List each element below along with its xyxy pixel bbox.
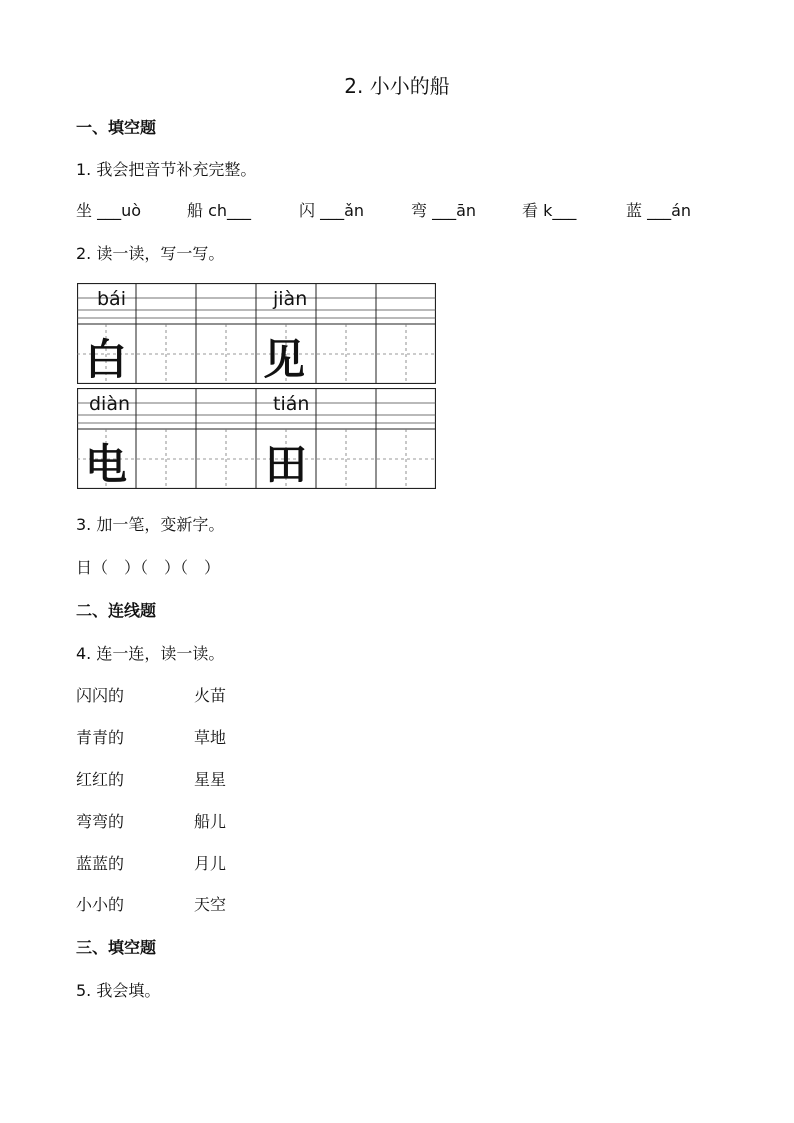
match-left-item[interactable]: 弯弯的 [76, 812, 125, 831]
syllable-item[interactable]: 弯 ___ān [411, 201, 477, 220]
model-character: 白 [85, 335, 128, 384]
match-left-item[interactable]: 小小的 [76, 895, 125, 914]
writing-grid-row-2 [77, 388, 436, 489]
syllable-item[interactable]: 闪 ___ǎn [299, 201, 365, 220]
model-character: 电 [85, 440, 128, 489]
question-1-prompt: 1. 我会把音节补充完整。 [76, 160, 257, 179]
add-stroke-answer-line[interactable]: 日（ ）（ ）（ ） [76, 558, 221, 577]
match-right-item[interactable]: 星星 [194, 770, 227, 789]
question-4-prompt: 4. 连一连，读一读。 [76, 644, 225, 663]
model-character: 田 [265, 440, 308, 489]
model-character: 见 [263, 335, 306, 384]
page-title: 2. 小小的船 [344, 74, 450, 98]
syllable-item[interactable]: 蓝 ___án [626, 201, 692, 220]
tian-grid-lines [77, 388, 436, 489]
section-heading-fill: 一、填空题 [76, 118, 157, 137]
match-left-item[interactable]: 青青的 [76, 728, 125, 747]
question-2-prompt: 2. 读一读，写一写。 [76, 244, 225, 263]
match-left-item[interactable]: 红红的 [76, 770, 125, 789]
pinyin-label: jiàn [273, 288, 308, 310]
match-left-item[interactable]: 蓝蓝的 [76, 854, 125, 873]
match-left-item[interactable]: 闪闪的 [76, 686, 125, 705]
section-heading-matching: 二、连线题 [76, 601, 157, 620]
syllable-fill-row [76, 198, 691, 221]
match-right-item[interactable]: 草地 [194, 728, 227, 747]
match-right-item[interactable]: 月儿 [194, 854, 227, 873]
match-right-item[interactable]: 天空 [194, 895, 227, 914]
pinyin-label: tián [273, 393, 310, 415]
syllable-item[interactable]: 坐 ___uò [76, 201, 142, 220]
question-5-prompt: 5. 我会填。 [76, 981, 161, 1000]
match-right-item[interactable]: 火苗 [194, 686, 227, 705]
section-heading-fill-2: 三、填空题 [76, 938, 157, 957]
syllable-item[interactable]: 看 k___ [522, 201, 577, 220]
pinyin-label: bái [97, 288, 126, 310]
syllable-item[interactable]: 船 ch___ [187, 201, 252, 220]
question-3-prompt: 3. 加一笔，变新字。 [76, 515, 225, 534]
match-right-item[interactable]: 船儿 [194, 812, 227, 831]
pinyin-label: diàn [89, 393, 131, 415]
tian-grid-lines [77, 283, 436, 384]
writing-grid-row-1 [77, 283, 436, 384]
